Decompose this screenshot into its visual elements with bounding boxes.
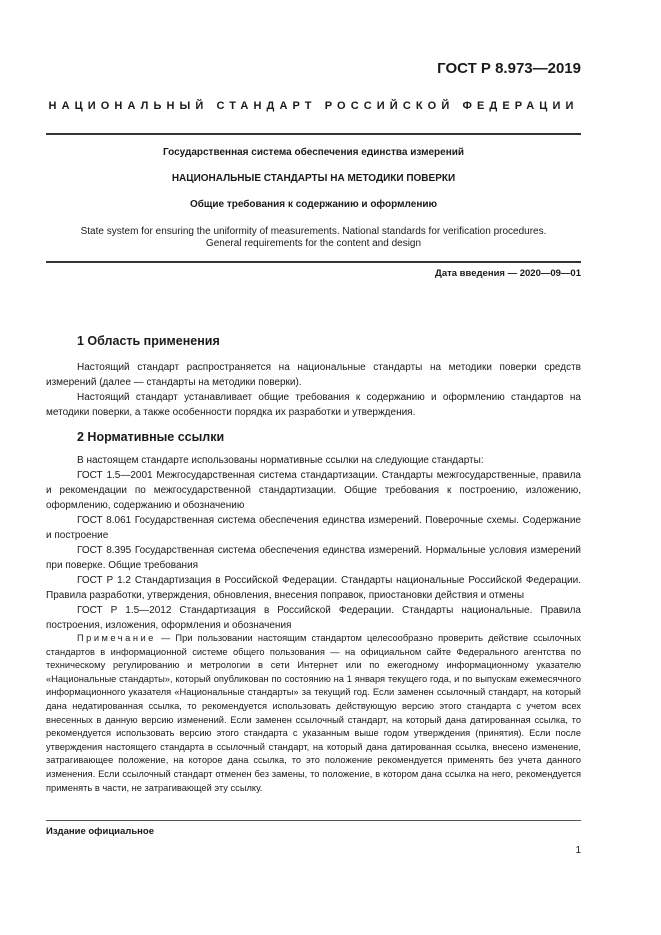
gost-number: ГОСТ Р 8.973—2019 <box>437 60 581 77</box>
section-2-body <box>46 453 581 633</box>
title-divider <box>46 261 581 263</box>
paragraph: Настоящий стандарт распространяется на национальные стандарты на методики поверки средств измерений (далее — стандарты на методики поверки). <box>46 362 581 388</box>
header-divider <box>46 133 581 135</box>
english-title-line-1: State system for ensuring the uniformity of measurements. National standards for verification procedures. <box>80 226 547 237</box>
section-1-heading: 1 Область применения <box>77 334 220 348</box>
reference-item: ГОСТ 8.061 Государственная система обеспечения единства измерений. Поверочные схемы. Содержание и построение <box>46 515 581 541</box>
official-edition-label: Издание официальное <box>46 826 154 837</box>
reference-item: ГОСТ 8.395 Государственная система обеспечения единства измерений. Нормальные условия измерений при поверке. Общие требования <box>46 545 581 571</box>
section-2-heading: 2 Нормативные ссылки <box>77 430 225 444</box>
national-standard-banner: НАЦИОНАЛЬНЫЙ СТАНДАРТ РОССИЙСКОЙ ФЕДЕРАЦИИ <box>48 100 579 112</box>
paragraph: В настоящем стандарте использованы нормативные ссылки на следующие стандарты: <box>77 455 484 466</box>
reference-item: ГОСТ Р 1.2 Стандартизация в Российской Федерации. Стандарты национальные Российской Федерации. Правила разработки, утверждения, обновления, внесения поправок, приостановки действия и отмены <box>46 575 581 601</box>
page-number: 1 <box>575 845 581 856</box>
paragraph: Настоящий стандарт устанавливает общие требования к содержанию и оформлению стандартов на методики поверки, а также особенности порядка их разработки и утверждения. <box>46 392 581 418</box>
system-title: Государственная система обеспечения единства измерений <box>162 147 465 158</box>
footer-divider <box>46 820 581 821</box>
introduction-date: Дата введения — 2020—09—01 <box>435 268 581 279</box>
main-title: НАЦИОНАЛЬНЫЕ СТАНДАРТЫ НА МЕТОДИКИ ПОВЕРКИ <box>171 173 456 184</box>
english-title <box>46 226 581 250</box>
subtitle: Общие требования к содержанию и оформлению <box>189 199 438 210</box>
section-1-body <box>46 360 581 420</box>
english-title-line-2: General requirements for the content and design <box>205 238 422 249</box>
note-text: — При пользовании настоящим стандартом целесообразно проверить действие ссылочных стандартов в информационной системе общего пользования — на официальном сайте Федерального агентства по техническому регулированию и метрологии в сети Интернет или по ежегодному информационному указателю «Национальные стандарты», который опубликован по состоянию на 1 января текущего года, и по выпускам ежемесячного информационного указателя «Национальные стандарты» за текущий год. Если заменен ссылочный стандарт, на который дана недатированная ссылка, то рекомендуется использовать действующую версию этого стандарта с учетом всех внесенных в данную версию изменений. Если заменен ссылочный стандарт, на который дана датированная ссылка, то рекомендуется использовать версию этого стандарта с указанным выше годом утверждения (принятия). Если после утверждения настоящего стандарта в ссылочный стандарт, на который дана датированная ссылка, внесено изменение, затрагивающее положение, на которое дана ссылка, то это положение рекомендуется применять без учета данного изменения. Если ссылочный стандарт отменен без замены, то положение, в котором дана ссылка на него, рекомендуется применять в части, не затрагивающей эту ссылку. <box>46 633 581 793</box>
reference-item: ГОСТ 1.5—2001 Межгосударственная система стандартизации. Стандарты межгосударственные, правила и рекомендации по межгосударственной стандартизации. Общие требования к построению, изложению, оформлению, содержанию и обозначению <box>46 470 581 511</box>
note-label: Примечание <box>77 633 156 643</box>
note-block <box>46 632 581 795</box>
reference-item: ГОСТ Р 1.5—2012 Стандартизация в Российской Федерации. Стандарты национальные. Правила построения, изложения, оформления и обозначения <box>46 605 581 631</box>
